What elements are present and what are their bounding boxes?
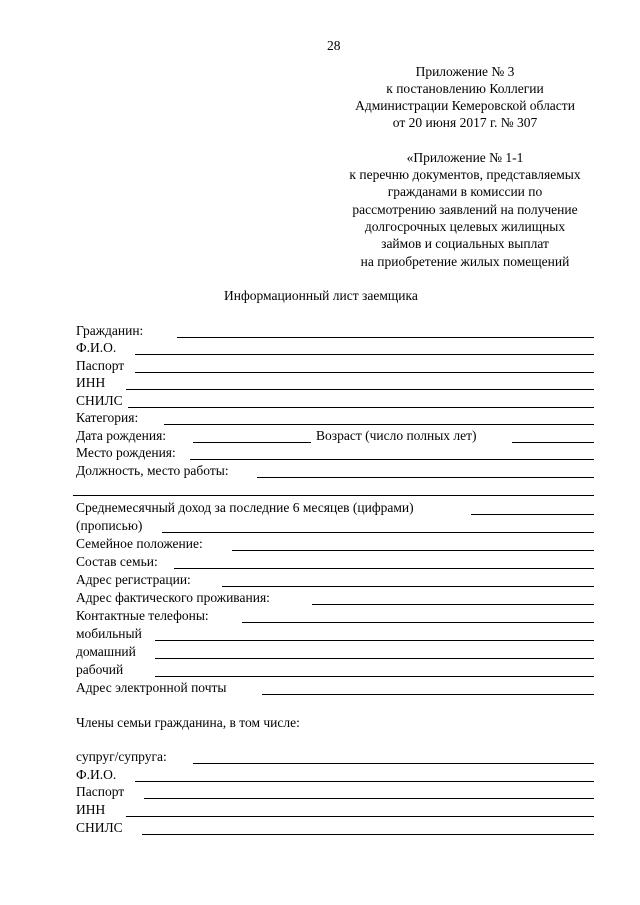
sub-appendix-line: к перечню документов, представляемых (349, 167, 581, 182)
birth-place-label: Место рождения: (76, 445, 176, 460)
income-words-field[interactable] (162, 532, 594, 533)
avg-income-field[interactable] (471, 514, 594, 515)
spouse-field[interactable] (193, 763, 594, 764)
appendix-line: Приложение № 3 (415, 64, 515, 79)
birth-place-field[interactable] (190, 459, 594, 460)
age-field[interactable] (512, 442, 594, 443)
phones-field[interactable] (242, 622, 594, 623)
actual-address-label: Адрес фактического проживания: (76, 590, 270, 605)
snils-label: СНИЛС (76, 393, 123, 408)
spouse-snils-field[interactable] (142, 834, 594, 835)
email-field[interactable] (262, 694, 594, 695)
spouse-passport-field[interactable] (144, 798, 594, 799)
reg-address-field[interactable] (222, 586, 594, 587)
spouse-passport-label: Паспорт (76, 784, 125, 799)
marital-field[interactable] (232, 550, 594, 551)
inn-field[interactable] (126, 389, 594, 390)
appendix-line: от 20 июня 2017 г. № 307 (392, 115, 538, 130)
family-members-heading: Члены семьи гражданина, в том числе: (76, 715, 300, 730)
sub-appendix-line: «Приложение № 1-1 (406, 150, 524, 165)
mobile-label: мобильный (76, 626, 142, 641)
passport-field[interactable] (135, 372, 594, 373)
family-field[interactable] (174, 568, 594, 569)
sub-appendix-line: гражданами в комиссии по (387, 184, 543, 199)
birth-date-label: Дата рождения: (76, 428, 167, 443)
marital-label: Семейное положение: (76, 536, 203, 551)
avg-income-label: Среднемесячный доход за последние 6 месяцев (цифрами) (76, 500, 414, 515)
sub-appendix-line: долгосрочных целевых жилищных (364, 219, 566, 234)
reg-address-label: Адрес регистрации: (76, 572, 191, 587)
form-title: Информационный лист заемщика (224, 288, 418, 303)
sub-appendix-line: займов и социальных выплат (381, 236, 549, 251)
spouse-fio-label: Ф.И.О. (76, 767, 117, 782)
spouse-fio-field[interactable] (135, 781, 594, 782)
appendix-line: к постановлению Коллегии (386, 81, 544, 96)
category-field[interactable] (164, 424, 594, 425)
spouse-snils-label: СНИЛС (76, 820, 123, 835)
income-words-label: (прописью) (76, 518, 143, 533)
spouse-inn-field[interactable] (126, 816, 594, 817)
spouse-label: супруг/супруга: (76, 749, 167, 764)
family-label: Состав семьи: (76, 554, 158, 569)
snils-field[interactable] (128, 407, 594, 408)
work-phone-field[interactable] (155, 676, 594, 677)
inn-label: ИНН (76, 375, 106, 390)
fio-label: Ф.И.О. (76, 340, 117, 355)
sub-appendix-line: рассмотрению заявлений на получение (352, 202, 578, 217)
work-phone-label: рабочий (76, 662, 124, 677)
position-field[interactable] (257, 477, 594, 478)
actual-address-field[interactable] (312, 604, 594, 605)
home-phone-field[interactable] (155, 658, 594, 659)
passport-label: Паспорт (76, 358, 125, 373)
birth-date-field[interactable] (193, 442, 311, 443)
position-field-continued[interactable] (73, 495, 594, 496)
category-label: Категория: (76, 410, 139, 425)
mobile-field[interactable] (155, 640, 594, 641)
spouse-inn-label: ИНН (76, 802, 106, 817)
age-label: Возраст (число полных лет) (316, 428, 477, 443)
citizen-label: Гражданин: (76, 323, 144, 338)
citizen-field[interactable] (177, 337, 594, 338)
page-number: 28 (327, 38, 341, 53)
email-label: Адрес электронной почты (76, 680, 227, 695)
appendix-line: Администрации Кемеровской области (355, 98, 575, 113)
sub-appendix-line: на приобретение жилых помещений (360, 254, 570, 269)
position-label: Должность, место работы: (76, 463, 229, 478)
phones-label: Контактные телефоны: (76, 608, 209, 623)
home-phone-label: домашний (76, 644, 136, 659)
fio-field[interactable] (135, 354, 594, 355)
